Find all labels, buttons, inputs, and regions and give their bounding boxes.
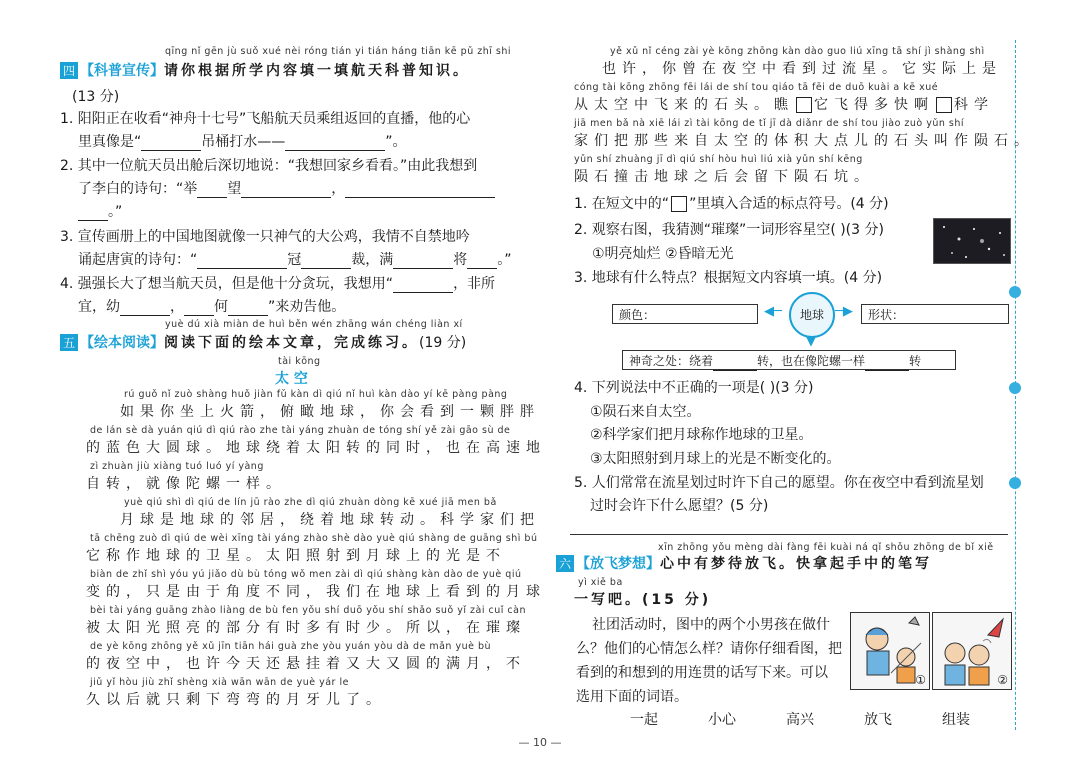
q2-line1: 2. 其中一位航天员出舱后深切地说：“我想回家乡看看。”由此我想到 [60, 158, 478, 174]
rq2-options: ①明亮灿烂 ②昏暗无光 [592, 246, 734, 262]
q2-line2: 了李白的诗句：“举 望 ， [78, 178, 495, 198]
sec5-number: 五 [60, 334, 78, 351]
story-r3-pinyin: jiā men bǎ nà xiē lái zì tài kōng de tǐ jī dà diǎnr de shí tou jiào zuò yǔn shí [574, 118, 965, 129]
sec4-score: (13 分) [72, 89, 120, 105]
margin-dot [1009, 286, 1021, 298]
answer-blank[interactable] [285, 136, 385, 151]
story-line-pinyin: bèi tài yáng guāng zhào liàng de bù fen yǒu shí duō yǒu shí shǎo suǒ yǐ zài cuǐ càn [90, 605, 526, 616]
margin-dot [1009, 382, 1021, 394]
story-line-pinyin: jiǔ yǐ hòu jiù zhǐ shèng xià wān wān de yuè yár le [90, 677, 349, 688]
sec4-number: 四 [60, 62, 78, 79]
comic-panel-1 [850, 612, 930, 690]
sec6-heading-2: 一写吧。(15 分) [574, 592, 712, 608]
q4-line2: 宜，幼 ， 何 ”来劝告他。 [78, 299, 346, 315]
sec4-heading [60, 60, 470, 80]
punctuation-box[interactable] [796, 97, 812, 113]
sec6-heading [556, 553, 932, 573]
rq4: 4. 下列说法中不正确的一项是( )(3 分) [574, 380, 814, 396]
story-r2-pinyin: cóng tài kōng zhōng fēi lái de shí tou qiáo tā fēi de duō kuài a kē xué [574, 82, 939, 93]
story-title: 太 空 [275, 371, 308, 387]
sec4-instruction: 请你根据所学内容填一填航天科普知识。 [164, 63, 471, 79]
word-item: 小心 [708, 712, 736, 728]
story-line-text: 自转，就像陀螺一样。 [86, 476, 286, 492]
sec6-pinyin: xīn zhōng yǒu mèng dài fàng fēi kuài ná qǐ shǒu zhōng de bǐ xiě [658, 542, 994, 553]
word-item: 一起 [630, 712, 658, 728]
story-line-text: 月球是地球的邻居，绕着地球转动。科学家们把 [120, 512, 540, 528]
earth-node: 地球 [789, 292, 835, 338]
answer-blank[interactable] [78, 206, 108, 221]
story-r3-text: 家们把那些来自太空的体积大点儿的石头叫作陨石。 [574, 133, 1034, 149]
comic-panel-2 [932, 612, 1012, 690]
answer-blank[interactable] [141, 136, 201, 151]
answer-blank[interactable] [197, 183, 227, 198]
story-line-text: 如果你坐上火箭，俯瞰地球，你会看到一颗胖胖 [120, 404, 540, 420]
rq1: 1. 在短文中的“ ”里填入合适的标点符号。(4 分) [574, 196, 889, 212]
sec6-pinyin-2: yì xiě ba [578, 577, 623, 588]
rq4-option-2: ②科学家们把月球称作地球的卫星。 [590, 427, 813, 443]
word-item: 组装 [942, 712, 970, 728]
rq2: 2. 观察右图，我猜测“璀璨”一词形容星空( )(3 分) [574, 222, 884, 238]
sec4-pinyin: qīng nǐ gēn jù suǒ xué nèi róng tián yi tián háng tiān kē pǔ zhī shi [165, 46, 512, 57]
page-number: — 10 — [518, 736, 562, 749]
q1-line1: 1. 阳阳正在收看“神舟十七号”飞船航天员乘组返回的直播，他的心 [60, 111, 471, 127]
answer-blank[interactable] [120, 301, 170, 316]
story-line-text: 它称作地球的卫星。太阳照射到月球上的光是不 [86, 548, 506, 564]
story-line-pinyin: rú guǒ nǐ zuò shàng huǒ jiàn fǔ kàn dì qiú nǐ huì kàn dào yí kē pàng pàng [124, 389, 508, 400]
story-r1-text: 也许，你曾在夜空中看到过流星。它实际上是 [602, 61, 1002, 77]
q3-line2: 诵起唐寅的诗句：“ 冠 裁，满 将 。” [78, 252, 512, 268]
sec6-instruction: 心中有梦待放飞。快拿起手中的笔写 [660, 556, 933, 572]
answer-blank[interactable] [197, 254, 287, 269]
word-item: 放飞 [864, 712, 892, 728]
story-line-text: 的夜空中，也许今天还悬挂着又大又圆的满月，不 [86, 656, 526, 672]
arrow-down-icon: ▼ [806, 334, 816, 349]
rq4-option-3: ③太阳照射到月球上的光是不断变化的。 [590, 451, 841, 467]
panel-1-label: ① [915, 673, 926, 687]
rq4-option-1: ①陨石来自太空。 [590, 404, 701, 420]
answer-blank[interactable] [393, 278, 453, 293]
color-box[interactable]: 颜色： [612, 304, 758, 324]
margin-dot [1009, 477, 1021, 489]
answer-blank[interactable] [393, 254, 453, 269]
answer-blank[interactable] [345, 183, 495, 198]
story-title-pinyin: tài kōng [278, 356, 321, 367]
answer-blank[interactable] [865, 358, 909, 371]
story-line-pinyin: de yè kōng zhōng yě xǔ jīn tiān hái guà zhe yòu yuán yòu dà de mǎn yuè bù [90, 641, 492, 652]
sec5-title: 【绘本阅读】 [80, 335, 165, 351]
sec6-body-4: 选用下面的词语。 [576, 689, 688, 705]
answer-line[interactable] [570, 534, 1008, 535]
arrow-right-icon: ─▶ [835, 304, 853, 319]
q1-line2: 里真像是“ 吊桶打水—— ”。 [78, 134, 407, 150]
sec6-number: 六 [556, 555, 574, 572]
word-bank [630, 709, 970, 729]
sec6-body-1: 社团活动时，图中的两个小男孩在做什 [592, 617, 830, 633]
story-line-pinyin: biàn de zhǐ shì yóu yú jiǎo dù bù tóng wǒ men zài dì qiú shàng kàn dào de yuè qiú [90, 569, 522, 580]
shape-box[interactable]: 形状： [861, 304, 1009, 324]
story-r4-pinyin: yǔn shí zhuàng jī dì qiú shí hòu huì liú xià yǔn shí kēng [574, 154, 863, 165]
story-line-text: 变的，只是由于角度不同，我们在地球上看到的月球 [86, 584, 546, 600]
rq5-line2: 过时会许下什么愿望？(5 分) [590, 498, 769, 514]
punctuation-box [671, 196, 687, 212]
sec6-body-2: 么？他们的心情怎么样？请你仔细看图，把 [576, 641, 842, 657]
sec5-instruction: 阅读下面的绘本文章，完成练习。 [164, 335, 420, 351]
magic-box[interactable]: 神奇之处：绕着 转，也在像陀螺一样 转 [622, 350, 956, 370]
punctuation-box[interactable] [936, 97, 952, 113]
story-line-pinyin: de lán sè dà yuán qiú dì qiú rào zhe tài yáng zhuàn de tóng shí yě zài gāo sù de [90, 425, 511, 436]
sec5-heading [60, 332, 466, 352]
starry-sky-image [933, 218, 1011, 264]
answer-blank[interactable] [241, 183, 331, 198]
story-line-text: 久以后就只剩下弯弯的月牙儿了。 [86, 692, 386, 708]
story-line-text: 的蓝色大圆球。地球绕着太阳转的同时，也在高速地 [86, 440, 546, 456]
rq5-line1: 5. 人们常常在流星划过时许下自己的愿望。你在夜空中看到流星划 [574, 475, 984, 491]
sec6-body-3: 看到的和想到的用连贯的话写下来。可以 [576, 665, 828, 681]
story-line-pinyin: zì zhuàn jiù xiàng tuó luó yí yàng [90, 461, 264, 472]
answer-blank[interactable] [467, 254, 497, 269]
answer-blank[interactable] [301, 254, 351, 269]
sec5-score: (19 分) [419, 335, 467, 351]
story-line-pinyin: yuè qiú shì dì qiú de lín jū rào zhe dì qiú zhuàn dòng kē xué jiā men bǎ [124, 497, 497, 508]
sec6-title: 【放飞梦想】 [576, 556, 661, 572]
q4-line1: 4. 强强长大了想当航天员，但是他十分贪玩，我想用“ ，非所 [60, 276, 496, 292]
panel-2-label: ② [997, 673, 1008, 687]
story-r4-text: 陨石撞击地球之后会留下陨石坑。 [574, 169, 874, 185]
q2-line3: 。” [78, 201, 122, 221]
q3-line1: 3. 宣传画册上的中国地图就像一只神气的大公鸡，我情不自禁地吟 [60, 229, 470, 245]
word-item: 高兴 [786, 712, 814, 728]
answer-blank[interactable] [713, 358, 757, 371]
story-r2-text: 从太空中飞来的石头。瞧 它飞得多快啊 科学 [574, 97, 994, 113]
sec5-pinyin: yuè dú xià miàn de huì běn wén zhāng wán chéng liàn xí [165, 319, 463, 330]
answer-blank[interactable] [184, 301, 214, 316]
answer-blank[interactable] [228, 301, 268, 316]
story-line-text: 被太阳光照亮的部分有时多有时少。所以，在璀璨 [86, 620, 526, 636]
arrow-left-icon: ◀─ [764, 304, 782, 319]
star-field [934, 219, 1010, 263]
story-r1-pinyin: yě xǔ nǐ céng zài yè kōng zhōng kàn dào guo liú xīng tā shí jì shàng shì [610, 46, 985, 57]
rq3: 3. 地球有什么特点？根据短文内容填一填。(4 分) [574, 270, 883, 286]
story-line-pinyin: tā chēng zuò dì qiú de wèi xīng tài yáng zhào shè dào yuè qiú shàng de guāng shì bú [90, 533, 538, 544]
sec4-title: 【科普宣传】 [80, 63, 165, 79]
